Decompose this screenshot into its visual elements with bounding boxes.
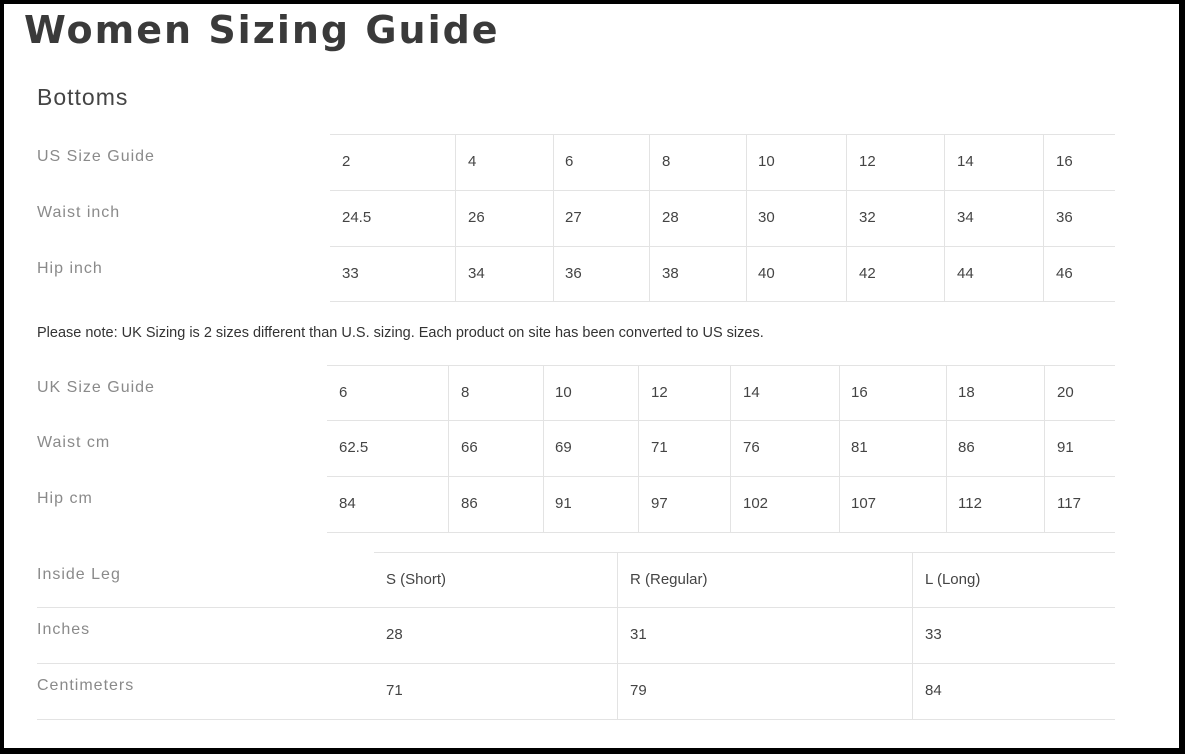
uk-table-row-divider — [327, 420, 1115, 421]
uk-table-column-divider — [730, 365, 731, 532]
leg-table-row-label: Centimeters — [37, 677, 135, 694]
leg-table-cell: 33 — [925, 626, 942, 643]
uk-table-column-divider — [638, 365, 639, 532]
us-table-cell: 32 — [859, 209, 876, 226]
uk-table-cell: 81 — [851, 439, 868, 456]
us-table-cell: 2 — [342, 153, 351, 170]
page-title: Women Sizing Guide — [24, 8, 500, 52]
us-table-column-divider — [553, 134, 554, 301]
us-table-column-divider — [746, 134, 747, 301]
leg-table-cell: 71 — [386, 682, 403, 699]
us-table-cell: 34 — [957, 209, 974, 226]
us-table-cell: 44 — [957, 265, 974, 282]
leg-table-cell: 31 — [630, 626, 647, 643]
us-table-cell: 24.5 — [342, 209, 372, 226]
us-table-cell: 8 — [662, 153, 671, 170]
uk-table-cell: 10 — [555, 384, 572, 401]
uk-table-cell: 66 — [461, 439, 478, 456]
uk-table-cell: 18 — [958, 384, 975, 401]
us-table-cell: 40 — [758, 265, 775, 282]
uk-table-cell: 14 — [743, 384, 760, 401]
us-table-column-divider — [455, 134, 456, 301]
us-table-cell: 42 — [859, 265, 876, 282]
uk-table-row-divider — [327, 476, 1115, 477]
us-table-row-divider — [330, 190, 1115, 191]
us-table-column-divider — [846, 134, 847, 301]
uk-table-row-label: UK Size Guide — [37, 379, 155, 396]
uk-table-cell: 91 — [555, 495, 572, 512]
us-table-row-label: US Size Guide — [37, 148, 155, 165]
uk-table-cell: 91 — [1057, 439, 1074, 456]
uk-table-cell: 6 — [339, 384, 348, 401]
us-table-cell: 38 — [662, 265, 679, 282]
us-table-row-divider — [330, 301, 1115, 302]
leg-table-cell: R (Regular) — [630, 571, 708, 588]
leg-table-cell: 79 — [630, 682, 647, 699]
sizing-note: Please note: UK Sizing is 2 sizes different than U.S. sizing. Each product on site has been converted to US sizes. — [37, 325, 764, 341]
uk-table-row-label: Hip cm — [37, 490, 93, 507]
us-table-cell: 36 — [1056, 209, 1073, 226]
uk-table-cell: 8 — [461, 384, 470, 401]
uk-table-cell: 84 — [339, 495, 356, 512]
uk-table-cell: 117 — [1057, 495, 1081, 512]
us-table-cell: 27 — [565, 209, 582, 226]
us-table-cell: 14 — [957, 153, 974, 170]
uk-table-cell: 102 — [743, 495, 769, 512]
us-table-cell: 33 — [342, 265, 359, 282]
uk-table-cell: 71 — [651, 439, 668, 456]
leg-table-cell: S (Short) — [386, 571, 447, 588]
uk-table-row-divider — [327, 365, 1115, 366]
uk-table-cell: 107 — [851, 495, 877, 512]
leg-table-row-divider — [374, 552, 1115, 553]
uk-table-cell: 86 — [958, 439, 975, 456]
us-table-cell: 46 — [1056, 265, 1073, 282]
us-table-row-divider — [330, 246, 1115, 247]
uk-table-cell: 62.5 — [339, 439, 369, 456]
us-table-cell: 26 — [468, 209, 485, 226]
uk-table-column-divider — [1044, 365, 1045, 532]
uk-table-column-divider — [946, 365, 947, 532]
us-table-row-label: Waist inch — [37, 204, 121, 221]
us-table-row-divider — [330, 134, 1115, 135]
leg-table-cell: L (Long) — [925, 571, 981, 588]
us-table-cell: 10 — [758, 153, 775, 170]
us-table-cell: 36 — [565, 265, 582, 282]
leg-table-row-label: Inches — [37, 621, 91, 638]
uk-table-cell: 20 — [1057, 384, 1074, 401]
us-table-column-divider — [944, 134, 945, 301]
us-table-row-label: Hip inch — [37, 260, 103, 277]
leg-table-row-divider — [37, 663, 1115, 664]
uk-table-cell: 16 — [851, 384, 868, 401]
us-table-column-divider — [1043, 134, 1044, 301]
leg-table-cell: 84 — [925, 682, 942, 699]
uk-table-cell: 69 — [555, 439, 572, 456]
us-table-cell: 28 — [662, 209, 679, 226]
uk-table-column-divider — [839, 365, 840, 532]
uk-table-column-divider — [448, 365, 449, 532]
uk-table-cell: 86 — [461, 495, 478, 512]
us-table-cell: 4 — [468, 153, 477, 170]
leg-table-column-divider — [912, 552, 913, 719]
leg-table-row-label: Inside Leg — [37, 566, 121, 583]
uk-table-cell: 97 — [651, 495, 668, 512]
us-table-column-divider — [649, 134, 650, 301]
uk-table-cell: 12 — [651, 384, 668, 401]
uk-table-column-divider — [543, 365, 544, 532]
leg-table-column-divider — [617, 552, 618, 719]
us-table-cell: 6 — [565, 153, 574, 170]
us-table-cell: 30 — [758, 209, 775, 226]
us-table-cell: 34 — [468, 265, 485, 282]
uk-table-cell: 76 — [743, 439, 760, 456]
us-table-cell: 16 — [1056, 153, 1073, 170]
section-title: Bottoms — [37, 84, 129, 110]
leg-table-row-divider — [37, 719, 1115, 720]
us-table-cell: 12 — [859, 153, 876, 170]
leg-table-cell: 28 — [386, 626, 403, 643]
uk-table-cell: 112 — [958, 495, 982, 512]
uk-table-row-divider — [327, 532, 1115, 533]
uk-table-row-label: Waist cm — [37, 434, 111, 451]
leg-table-row-divider — [37, 607, 1115, 608]
